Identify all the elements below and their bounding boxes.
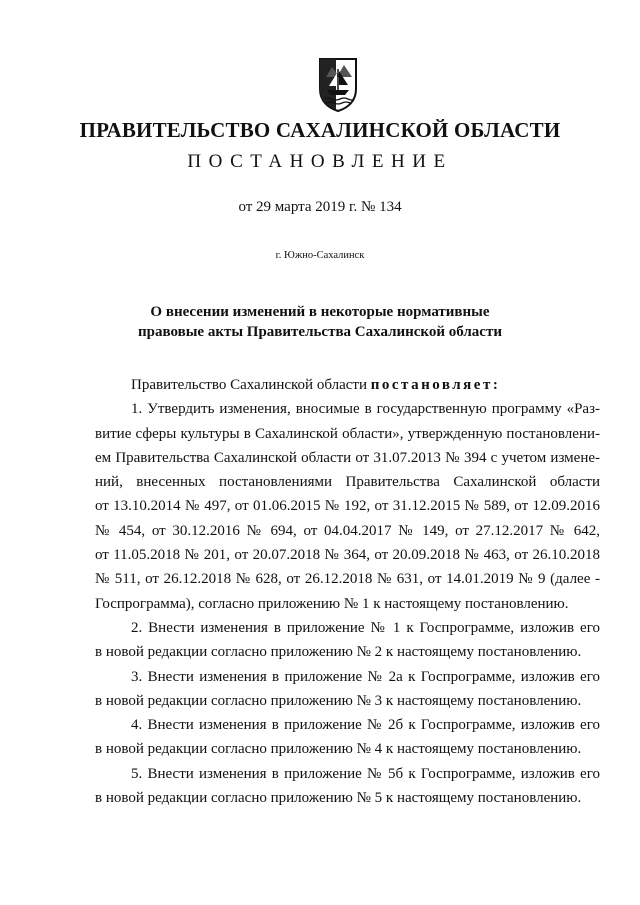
item-1 <box>95 397 600 616</box>
document-body <box>95 373 600 810</box>
preamble-verb: постановляет: <box>370 377 501 393</box>
sakhalin-coat-of-arms-icon <box>314 55 362 113</box>
item-5-line: 5. Внести изменения в приложение № 5б к Госпрограмме, изложив его <box>131 765 600 782</box>
item-5-line: в новой редакции согласно приложению № 5 к настоящему постановлению. <box>95 790 582 807</box>
item-1-line: от 13.10.2014 № 497, от 01.06.2015 № 192, от 31.12.2015 № 589, от 12.09.2016 <box>95 498 600 515</box>
item-1-line: ний, внесенных постановлениями Правительства Сахалинской области <box>95 474 600 491</box>
item-1-line: витие сферы культуры в Сахалинской области», утвержденную постановлени- <box>95 425 600 442</box>
subject-line-2: правовые акты Правительства Сахалинской области <box>138 324 502 340</box>
date-and-number: от 29 марта 2019 г. № 134 <box>238 199 402 215</box>
subject-line-1: О внесении изменений в некоторые нормативные <box>150 304 490 320</box>
item-4-line: 4. Внести изменения в приложение № 2б к Госпрограмме, изложив его <box>131 717 600 734</box>
item-1-line: ем Правительства Сахалинской области от 31.07.2013 № 394 с учетом измене- <box>95 449 600 466</box>
item-1-line: от 11.05.2018 № 201, от 20.07.2018 № 364, от 20.09.2018 № 463, от 26.10.2018 <box>95 547 600 564</box>
item-5 <box>95 762 600 811</box>
item-2-line: в новой редакции согласно приложению № 2 к настоящему постановлению. <box>95 644 582 661</box>
item-1-line: № 511, от 26.12.2018 № 628, от 26.12.2018 № 631, от 14.01.2019 № 9 (далее - <box>95 571 600 588</box>
item-1-line: 1. Утвердить изменения, вносимые в государственную программу «Раз- <box>131 401 600 418</box>
item-2 <box>95 616 600 665</box>
city-name: г. Южно-Сахалинск <box>275 250 365 261</box>
item-4 <box>95 713 600 762</box>
item-3 <box>95 665 600 714</box>
item-1-line: Госпрограмма), согласно приложению № 1 к настоящему постановлению. <box>95 595 569 612</box>
preamble-text: Правительство Сахалинской области <box>131 377 371 393</box>
document-subject <box>0 302 640 342</box>
document-type: ПОСТАНОВЛЕНИЕ <box>187 151 453 172</box>
item-1-line: № 454, от 30.12.2016 № 694, от 04.04.2017 № 149, от 27.12.2017 № 642, <box>95 522 600 539</box>
item-4-line: в новой редакции согласно приложению № 4 к настоящему постановлению. <box>95 741 582 758</box>
government-title: ПРАВИТЕЛЬСТВО САХАЛИНСКОЙ ОБЛАСТИ <box>79 118 561 142</box>
item-3-line: 3. Внести изменения в приложение № 2а к Госпрограмме, изложив его <box>131 668 600 685</box>
item-3-line: в новой редакции согласно приложению № 3 к настоящему постановлению. <box>95 692 582 709</box>
item-2-line: 2. Внести изменения в приложение № 1 к Госпрограмме, изложив его <box>131 619 600 636</box>
preamble <box>95 373 600 397</box>
